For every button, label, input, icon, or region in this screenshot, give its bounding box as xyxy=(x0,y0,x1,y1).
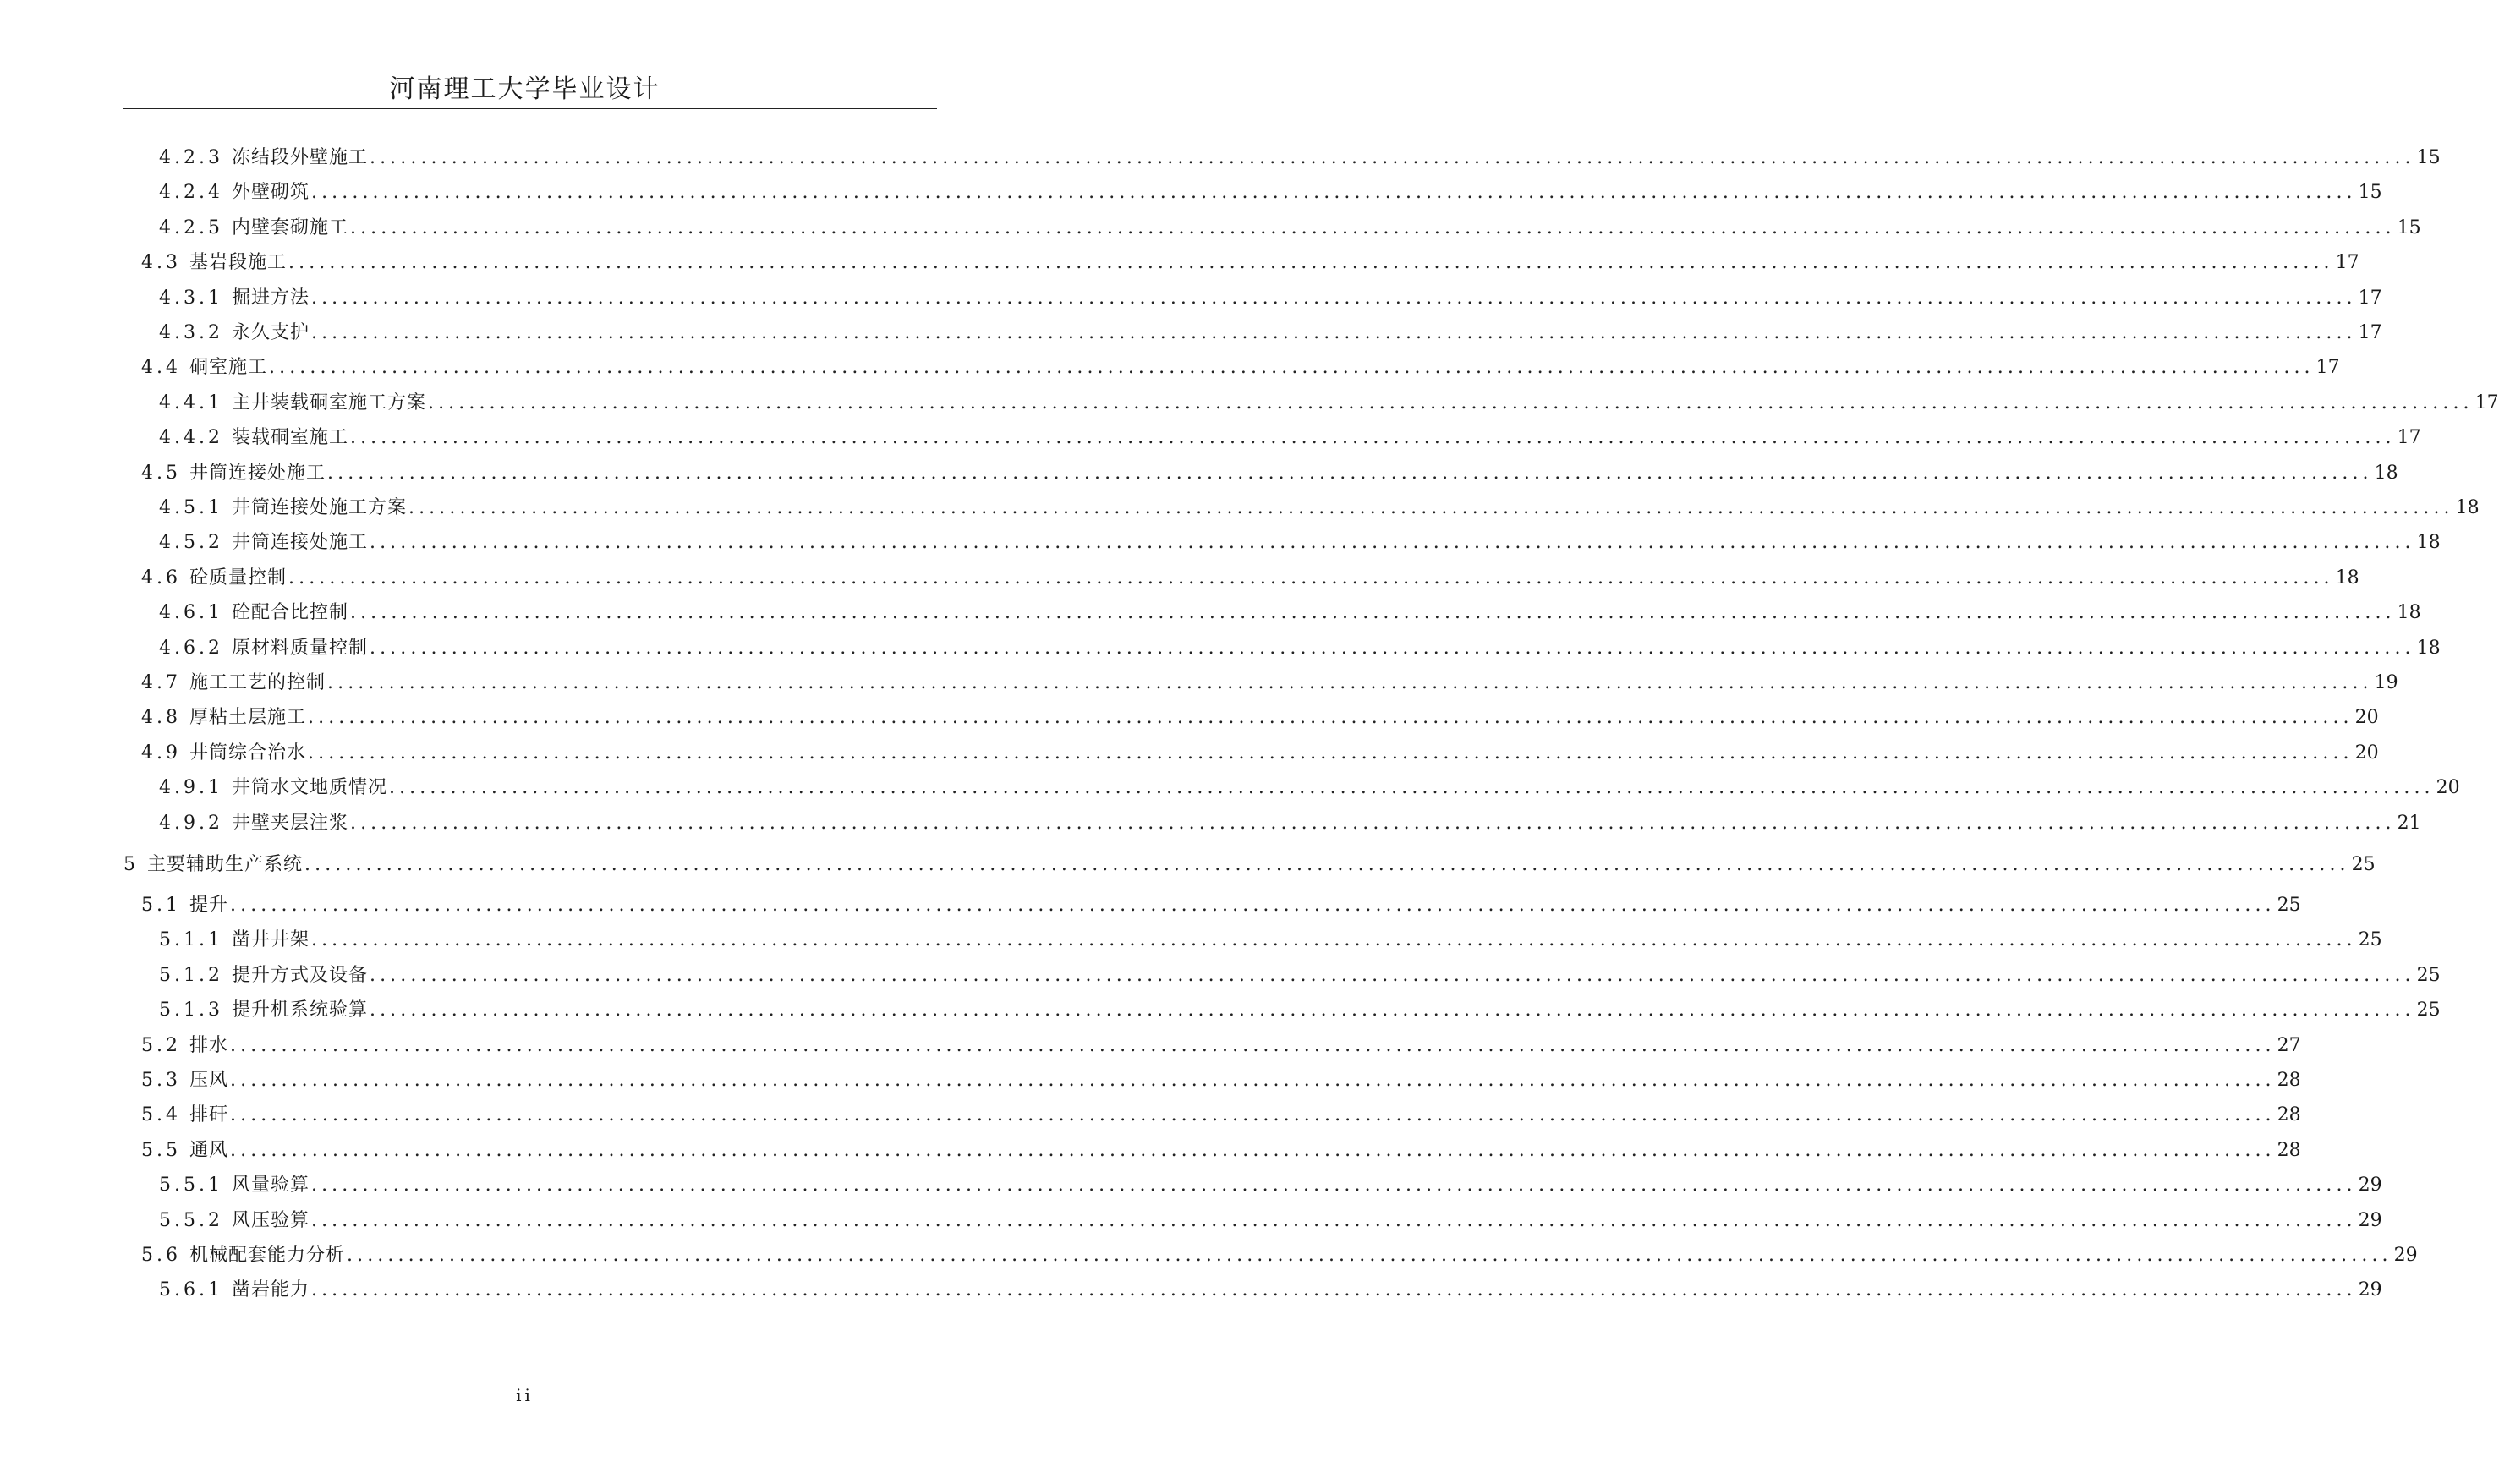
toc-entry-page-number: 29 xyxy=(2358,1175,2382,1197)
toc-entry-page-number: 21 xyxy=(2397,812,2421,834)
toc-dot-leader: ........................................................................................................................................................................................................ xyxy=(370,147,2415,168)
toc-dot-leader: ........................................................................................................................................................................................................ xyxy=(311,1279,2357,1301)
toc-entry-page-number: 28 xyxy=(2277,1139,2301,1161)
toc-entry[interactable] xyxy=(159,320,2382,346)
toc-entry-page-number: 25 xyxy=(2416,964,2441,986)
toc-entry-title: 主要辅助生产系统 xyxy=(147,854,304,875)
toc-dot-leader: ........................................................................................................................................................................................................ xyxy=(230,1034,2276,1056)
toc-entry-title: 风量验算 xyxy=(231,1175,310,1197)
toc-entry-title: 井筒连接处施工 xyxy=(189,462,326,484)
toc-entry-title: 风压验算 xyxy=(231,1209,310,1231)
toc-entry-page-number: 25 xyxy=(2277,895,2301,916)
toc-dot-leader: ........................................................................................................................................................................................................ xyxy=(311,929,2357,951)
toc-entry[interactable] xyxy=(141,741,2379,766)
toc-entry-title: 排矸 xyxy=(189,1104,229,1126)
toc-entry-number: 4.9.1 xyxy=(159,777,223,799)
toc-entry[interactable] xyxy=(141,566,2359,591)
toc-entry[interactable] xyxy=(159,998,2441,1023)
toc-dot-leader: ........................................................................................................................................................................................................ xyxy=(428,392,2474,413)
toc-dot-leader: ........................................................................................................................................................................................................ xyxy=(311,287,2357,309)
toc-entry[interactable] xyxy=(159,425,2421,451)
toc-entry-number: 5.1.3 xyxy=(159,999,223,1021)
toc-entry[interactable] xyxy=(159,1208,2382,1234)
toc-entry-title: 外壁砌筑 xyxy=(231,182,310,204)
toc-entry-number: 4.9 xyxy=(141,742,181,764)
toc-entry-number: 5 xyxy=(123,854,139,875)
toc-entry-page-number: 19 xyxy=(2374,672,2398,693)
toc-entry[interactable] xyxy=(159,1278,2382,1303)
toc-entry-page-number: 28 xyxy=(2277,1104,2301,1126)
toc-entry-title: 提升方式及设备 xyxy=(231,964,368,986)
toc-entry-number: 5.5.2 xyxy=(159,1209,223,1231)
toc-entry-page-number: 15 xyxy=(2416,147,2441,168)
toc-entry[interactable] xyxy=(159,145,2441,171)
toc-entry-page-number: 18 xyxy=(2455,497,2480,518)
toc-entry-page-number: 15 xyxy=(2397,216,2421,238)
toc-dot-leader: ........................................................................................................................................................................................................ xyxy=(288,252,2334,274)
toc-entry-number: 5.1 xyxy=(141,895,181,916)
toc-entry-number: 4.7 xyxy=(141,672,181,693)
toc-entry[interactable] xyxy=(141,461,2398,486)
toc-dot-leader: ........................................................................................................................................................................................................ xyxy=(347,1245,2392,1266)
toc-dot-leader: ........................................................................................................................................................................................................ xyxy=(327,462,2373,484)
toc-dot-leader: ........................................................................................................................................................................................................ xyxy=(304,854,2350,875)
toc-entry-page-number: 17 xyxy=(2315,357,2340,379)
toc-entry-number: 4.2.5 xyxy=(159,216,223,238)
toc-entry-page-number: 17 xyxy=(2358,322,2382,343)
toc-dot-leader: ........................................................................................................................................................................................................ xyxy=(389,777,2435,799)
toc-entry-number: 4.5 xyxy=(141,462,181,484)
toc-entry-number: 4.4.1 xyxy=(159,392,223,413)
toc-dot-leader: ........................................................................................................................................................................................................ xyxy=(230,1139,2276,1161)
toc-entry[interactable] xyxy=(123,852,2376,878)
toc-entry-page-number: 28 xyxy=(2277,1070,2301,1091)
toc-entry-page-number: 25 xyxy=(2416,999,2441,1021)
toc-entry[interactable] xyxy=(141,1103,2301,1128)
toc-entry[interactable] xyxy=(159,391,2499,416)
toc-entry-page-number: 15 xyxy=(2358,182,2382,204)
toc-entry-number: 4.5.2 xyxy=(159,532,223,554)
toc-entry-title: 压风 xyxy=(189,1070,229,1091)
toc-entry[interactable] xyxy=(141,250,2359,276)
toc-entry-page-number: 17 xyxy=(2358,287,2382,309)
toc-entry-title: 井筒综合治水 xyxy=(189,742,307,764)
toc-entry-number: 5.6 xyxy=(141,1245,181,1266)
toc-entry[interactable] xyxy=(159,811,2421,836)
toc-entry-number: 4.3.1 xyxy=(159,287,223,309)
toc-entry-title: 井壁夹层注浆 xyxy=(231,812,348,834)
toc-entry-title: 排水 xyxy=(189,1034,229,1056)
toc-entry-title: 井筒水文地质情况 xyxy=(231,777,387,799)
toc-entry-page-number: 29 xyxy=(2358,1209,2382,1231)
toc-entry[interactable] xyxy=(159,928,2382,953)
toc-entry-page-number: 18 xyxy=(2397,602,2421,624)
toc-entry-number: 4.6 xyxy=(141,567,181,589)
toc-entry-number: 5.4 xyxy=(141,1104,181,1126)
toc-entry-number: 4.3 xyxy=(141,252,181,274)
toc-entry-title: 冻结段外壁施工 xyxy=(231,147,368,168)
toc-entry[interactable] xyxy=(141,1068,2301,1093)
toc-entry[interactable] xyxy=(159,775,2460,801)
toc-dot-leader: ........................................................................................................................................................................................................ xyxy=(350,427,2396,449)
toc-entry-page-number: 27 xyxy=(2277,1034,2301,1056)
toc-dot-leader: ........................................................................................................................................................................................................ xyxy=(288,567,2334,589)
toc-dot-leader: ........................................................................................................................................................................................................ xyxy=(308,742,2354,764)
toc-entry-page-number: 25 xyxy=(2351,854,2376,875)
toc-dot-leader: ........................................................................................................................................................................................................ xyxy=(311,1209,2357,1231)
page-number: ii xyxy=(516,1385,534,1405)
toc-entry-title: 提升机系统验算 xyxy=(231,999,368,1021)
toc-entry[interactable] xyxy=(141,671,2398,696)
toc-dot-leader: ........................................................................................................................................................................................................ xyxy=(230,1070,2276,1091)
toc-entry[interactable] xyxy=(159,636,2441,661)
toc-entry-page-number: 29 xyxy=(2393,1245,2418,1266)
toc-entry-page-number: 17 xyxy=(2474,392,2499,413)
toc-entry-number: 4.9.2 xyxy=(159,812,223,834)
toc-dot-leader: ........................................................................................................................................................................................................ xyxy=(308,707,2354,729)
toc-dot-leader: ........................................................................................................................................................................................................ xyxy=(269,357,2315,379)
toc-entry[interactable] xyxy=(159,963,2441,988)
toc-entry-number: 4.5.1 xyxy=(159,497,223,518)
toc-entry[interactable] xyxy=(141,705,2379,731)
toc-dot-leader: ........................................................................................................................................................................................................ xyxy=(230,1104,2276,1126)
toc-entry-title: 原材料质量控制 xyxy=(231,637,368,659)
toc-entry-title: 永久支护 xyxy=(231,322,310,343)
toc-entry[interactable] xyxy=(159,496,2480,521)
toc-dot-leader: ........................................................................................................................................................................................................ xyxy=(408,497,2454,518)
toc-entry-number: 4.2.4 xyxy=(159,182,223,204)
toc-entry-title: 装载硐室施工 xyxy=(231,427,348,449)
toc-entry-page-number: 20 xyxy=(2354,707,2379,729)
toc-entry-page-number: 29 xyxy=(2358,1279,2382,1301)
toc-entry-page-number: 20 xyxy=(2354,742,2379,764)
toc-entry-title: 硐室施工 xyxy=(189,357,268,379)
toc-entry-number: 5.5.1 xyxy=(159,1175,223,1197)
toc-entry-number: 5.1.1 xyxy=(159,929,223,951)
toc-entry[interactable] xyxy=(141,1033,2301,1059)
toc-entry-title: 凿井井架 xyxy=(231,929,310,951)
toc-dot-leader: ........................................................................................................................................................................................................ xyxy=(311,182,2357,204)
toc-entry[interactable] xyxy=(159,600,2421,626)
header-divider xyxy=(123,108,937,109)
toc-entry-number: 4.6.1 xyxy=(159,602,223,624)
toc-entry-number: 5.5 xyxy=(141,1139,181,1161)
toc-entry[interactable] xyxy=(159,1173,2382,1198)
toc-entry-title: 掘进方法 xyxy=(231,287,310,309)
toc-entry-number: 4.4.2 xyxy=(159,427,223,449)
toc-dot-leader: ........................................................................................................................................................................................................ xyxy=(327,672,2373,693)
toc-entry[interactable] xyxy=(141,1138,2301,1164)
toc-entry-page-number: 25 xyxy=(2358,929,2382,951)
toc-entry-title: 施工工艺的控制 xyxy=(189,672,326,693)
toc-entry-title: 内壁套砌施工 xyxy=(231,216,348,238)
toc-dot-leader: ........................................................................................................................................................................................................ xyxy=(350,812,2396,834)
page-header-title: 河南理工大学毕业设计 xyxy=(389,74,660,104)
toc-dot-leader: ........................................................................................................................................................................................................ xyxy=(370,999,2415,1021)
toc-entry-number: 4.3.2 xyxy=(159,322,223,343)
toc-entry-number: 4.2.3 xyxy=(159,147,223,168)
toc-entry-number: 5.2 xyxy=(141,1034,181,1056)
toc-entry-title: 通风 xyxy=(189,1139,229,1161)
toc-dot-leader: ........................................................................................................................................................................................................ xyxy=(311,322,2357,343)
toc-entry-page-number: 17 xyxy=(2335,252,2359,274)
toc-entry[interactable] xyxy=(159,286,2382,311)
toc-entry-title: 井筒连接处施工 xyxy=(231,532,368,554)
toc-entry-page-number: 18 xyxy=(2416,637,2441,659)
toc-entry-number: 4.4 xyxy=(141,357,181,379)
toc-entry[interactable] xyxy=(141,893,2301,918)
toc-entry-page-number: 18 xyxy=(2374,462,2398,484)
toc-entry-title: 凿岩能力 xyxy=(231,1279,310,1301)
toc-entry-page-number: 20 xyxy=(2436,777,2460,799)
toc-dot-leader: ........................................................................................................................................................................................................ xyxy=(370,532,2415,554)
toc-entry-number: 4.8 xyxy=(141,707,181,729)
toc-entry-number: 4.6.2 xyxy=(159,637,223,659)
toc-dot-leader: ........................................................................................................................................................................................................ xyxy=(230,895,2276,916)
toc-entry-number: 5.1.2 xyxy=(159,964,223,986)
toc-entry-page-number: 18 xyxy=(2335,567,2359,589)
toc-entry-title: 主井装载硐室施工方案 xyxy=(231,392,426,413)
toc-entry-number: 5.3 xyxy=(141,1070,181,1091)
toc-entry-number: 5.6.1 xyxy=(159,1279,223,1301)
toc-dot-leader: ........................................................................................................................................................................................................ xyxy=(350,602,2396,624)
toc-dot-leader: ........................................................................................................................................................................................................ xyxy=(370,964,2415,986)
toc-entry[interactable] xyxy=(141,355,2340,381)
toc-entry[interactable] xyxy=(159,530,2441,556)
toc-entry[interactable] xyxy=(141,1243,2418,1268)
toc-entry[interactable] xyxy=(159,216,2421,241)
toc-dot-leader: ........................................................................................................................................................................................................ xyxy=(370,637,2415,659)
toc-entry-page-number: 17 xyxy=(2397,427,2421,449)
toc-entry-title: 机械配套能力分析 xyxy=(189,1245,346,1266)
toc-entry-title: 基岩段施工 xyxy=(189,252,288,274)
toc-entry[interactable] xyxy=(159,180,2382,205)
toc-entry-title: 厚粘土层施工 xyxy=(189,707,307,729)
toc-dot-leader: ........................................................................................................................................................................................................ xyxy=(350,216,2396,238)
toc-dot-leader: ........................................................................................................................................................................................................ xyxy=(311,1175,2357,1197)
toc-entry-title: 井筒连接处施工方案 xyxy=(231,497,407,518)
toc-entry-title: 砼配合比控制 xyxy=(231,602,348,624)
toc-entry-title: 砼质量控制 xyxy=(189,567,288,589)
toc-entry-title: 提升 xyxy=(189,895,229,916)
toc-entry-page-number: 18 xyxy=(2416,532,2441,554)
